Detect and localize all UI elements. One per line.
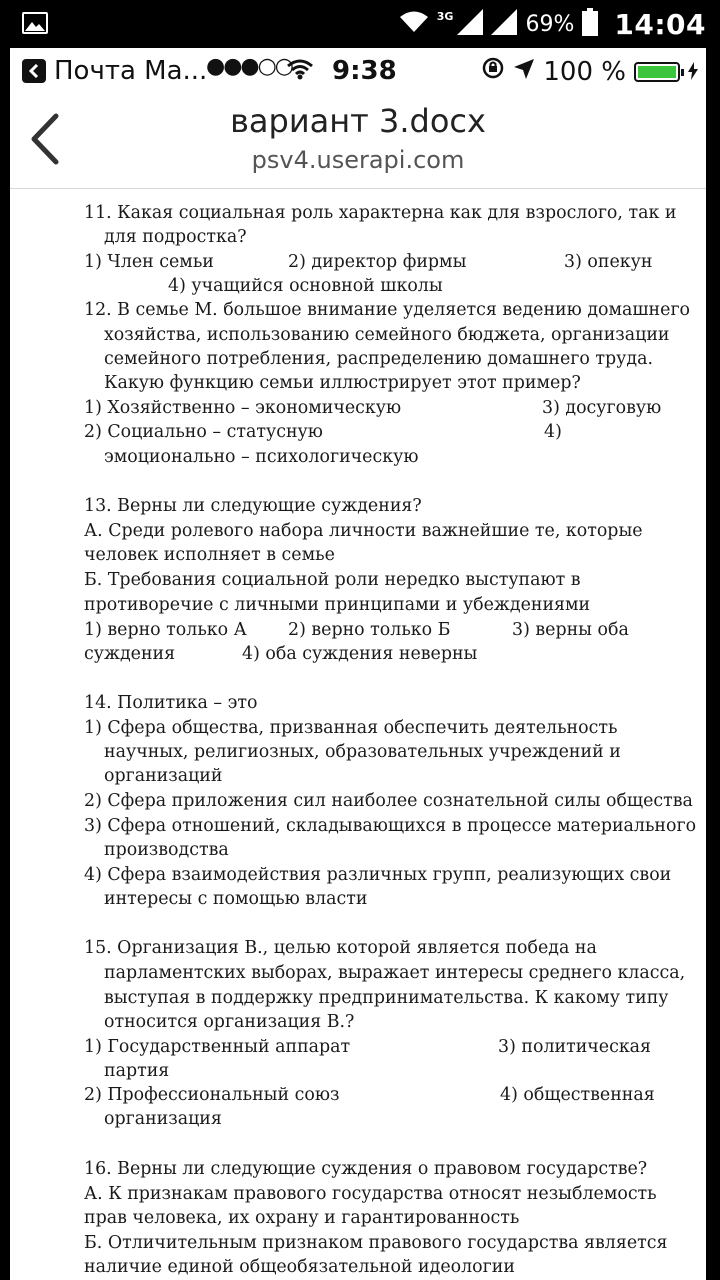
screenshot-content [10, 48, 706, 1280]
network-type: 3G [436, 9, 454, 23]
q12-option-2: 2) Социально – статусную [84, 422, 323, 442]
question-12-text-2: хозяйства, использованию семейного бюджета, организации [104, 325, 670, 345]
question-15-text-4: относится организация В.? [104, 1012, 355, 1032]
document-title: вариант 3.docx [230, 102, 486, 140]
q14-option-3: 3) Сфера отношений, складывающихся в процессе материального [84, 816, 697, 836]
question-13-statement-b-cont: противоречие с личными принципами и убеждениями [84, 595, 591, 615]
ios-clock: 9:38 [332, 56, 397, 86]
q11-option-4: 4) учащийся основной школы [168, 276, 443, 296]
question-12-text-3: семейного потребления, распределению домашнего труда. [104, 349, 654, 369]
question-15-text: 15. Организация В., целью которой является победа на [84, 938, 597, 958]
q13-option-3-cont: суждения [84, 644, 176, 664]
document-url: psv4.userapi.com [251, 146, 465, 174]
back-app-label: Почта Ма... [54, 56, 208, 86]
question-11-text: 11. Какая социальная роль характерна как для взрослого, так и [84, 203, 677, 223]
question-16-statement-a: А. К признакам правового государства относят незыблемость [84, 1184, 657, 1204]
question-13-statement-b: Б. Требования социальной роли нередко выступают в [84, 570, 581, 590]
q13-option-4: 4) оба суждения неверны [242, 644, 478, 664]
signal-dots: ●●●○○ [206, 54, 292, 79]
ios-wifi-icon [286, 57, 314, 87]
battery-percent: 69% [525, 11, 575, 37]
q14-option-1: 1) Сфера общества, призванная обеспечить деятельность [84, 718, 618, 738]
question-13-text: 13. Верны ли следующие суждения? [84, 496, 422, 516]
android-status-bar [0, 0, 720, 48]
q14-option-4: 4) Сфера взаимодействия различных групп, реализующих свои [84, 865, 672, 885]
q11-option-1: 1) Член семьи [84, 252, 214, 272]
question-16-statement-b: Б. Отличительным признаком правового государства является [84, 1233, 668, 1253]
q15-option-4-cont: организация [104, 1109, 222, 1129]
q13-option-3: 3) верны оба [512, 620, 629, 640]
q12-option-1: 1) Хозяйственно – экономическую [84, 398, 402, 418]
q14-option-1-cont: научных, религиозных, образовательных учреждений и [104, 742, 621, 762]
wifi-icon [399, 10, 429, 38]
question-16-text: 16. Верны ли следующие суждения о правовом государстве? [84, 1159, 648, 1179]
question-12-text: 12. В семье М. большое внимание уделяется ведению домашнего [84, 300, 691, 320]
q14-option-3-cont: производства [104, 840, 229, 860]
ios-status-bar [10, 48, 706, 92]
back-to-app[interactable] [22, 56, 207, 86]
q14-option-2: 2) Сфера приложения сил наиболее сознательной силы общества [84, 791, 693, 811]
question-15-text-3: выступая в поддержку предпринимательства. К какому типу [104, 988, 669, 1008]
q11-option-2: 2) директор фирмы [288, 252, 467, 272]
charging-icon [688, 57, 698, 87]
q13-option-2: 2) верно только Б [288, 620, 451, 640]
signal-icon [457, 9, 483, 39]
question-16-statement-b-cont: наличие единой общеобязательной идеологии [84, 1257, 515, 1277]
gallery-icon [22, 12, 48, 34]
question-13-statement-a-cont: человек исполняет в семье [84, 545, 335, 565]
q15-option-2: 2) Профессиональный союз [84, 1085, 340, 1105]
q14-option-1-cont-2: организаций [104, 766, 223, 786]
q12-option-4: 4) [544, 422, 562, 442]
ios-battery-icon [634, 62, 680, 82]
android-clock: 14:04 [614, 7, 706, 41]
q15-option-1: 1) Государственный аппарат [84, 1037, 351, 1057]
question-12-text-4: Какую функцию семьи иллюстрирует этот пример? [104, 373, 581, 393]
document-header [10, 92, 706, 189]
battery-icon [582, 8, 598, 40]
orientation-lock-icon [481, 56, 505, 87]
q11-option-3: 3) опекун [564, 252, 653, 272]
question-15-text-2: парламентских выборах, выражает интересы среднего класса, [104, 963, 686, 983]
question-13-statement-a: А. Среди ролевого набора личности важнейшие те, которые [84, 521, 643, 541]
signal-icon-2 [491, 9, 517, 39]
q12-option-3: 3) досуговую [542, 398, 662, 418]
question-11-text-cont: для подростка? [104, 227, 247, 247]
q14-option-4-cont: интересы с помощью власти [104, 889, 368, 909]
ios-battery-percent: 100 % [543, 56, 626, 87]
question-14-text: 14. Политика – это [84, 693, 258, 713]
q15-option-3: 3) политическая [498, 1037, 652, 1057]
q13-option-1: 1) верно только А [84, 620, 247, 640]
location-icon [513, 57, 535, 87]
q15-option-3-cont: партия [104, 1061, 170, 1081]
question-16-statement-a-cont: прав человека, их охрану и гарантированность [84, 1208, 520, 1228]
q15-option-4: 4) общественная [500, 1085, 655, 1105]
q12-option-4-cont: эмоционально – психологическую [104, 447, 419, 467]
back-app-icon [22, 59, 46, 83]
